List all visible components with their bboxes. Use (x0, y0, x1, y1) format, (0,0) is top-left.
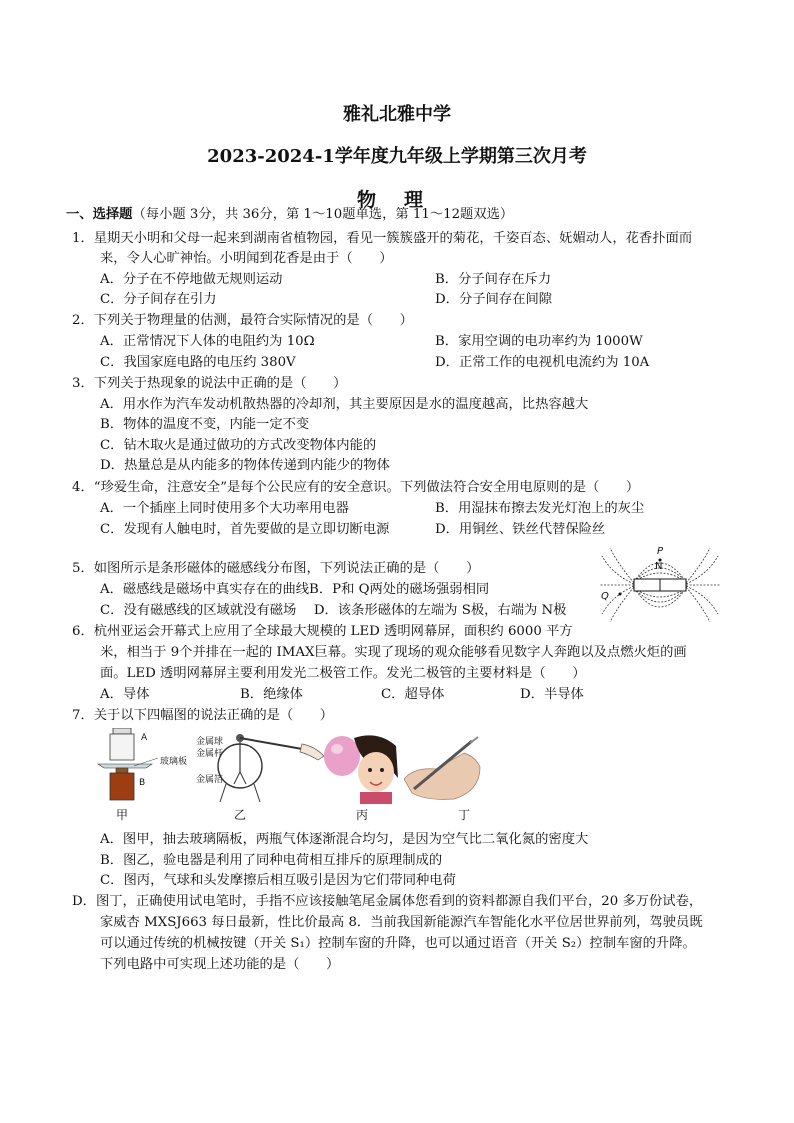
q3-option-d: D．热量总是从内能多的物体传递到内能少的物体 (100, 458, 390, 473)
fig-jia-label-b: B (139, 778, 146, 788)
q6-stem-line3: 面。LED 透明网幕屏主要利用发光二极管工作。发光二极管的主要材料是（ ） (100, 666, 586, 681)
q1-option-a: A．分子在不停地做无规则运动 (100, 272, 283, 287)
q3-option-a: A．用水作为汽车发动机散热器的冷却剂，其主要原因是水的温度越高，比热容越大 (100, 397, 589, 412)
exam-title: 2023-2024-1学年度九年级上学期第三次月考 (207, 146, 587, 167)
school-name: 雅礼北雅中学 (343, 104, 451, 125)
girl-face (358, 752, 394, 792)
q8-stem-line3: 下列电路中可实现上述功能的是（ ） (100, 957, 340, 972)
fig-jia-label-a: A (141, 733, 148, 743)
q6-option-a: A．导体 (100, 687, 150, 702)
q1-stem-line1: 1．星期天小明和父母一起来到湖南省植物园，看见一簇簇盛开的菊花，千姿百态、妩媚动人，花香扑面而 (72, 231, 693, 246)
q6-stem-line2: 米，相当于 9个并排在一起的 IMAX巨幕。实现了现场的观众能够看见数字人奔跑以及点燃火炬的画 (100, 645, 687, 660)
fig-yi-label-foil: 金属箔 (196, 775, 224, 785)
q5-option-ab: A．磁感线是磁场中真实存在的曲线B．P和 Q两处的磁场强弱相同 (100, 582, 490, 597)
label-q: Q (601, 591, 609, 602)
q5-stem: 5．如图所示是条形磁体的磁感线分布图，下列说法正确的是（ ） (72, 561, 480, 576)
q7-option-a: A．图甲，抽去玻璃隔板，两瓶气体逐渐混合均匀，是因为空气比二氧化氮的密度大 (100, 832, 589, 847)
q1-stem-line2: 来，令人心旷神怡。小明闻到花香是由于（ ） (100, 251, 393, 266)
q4-stem: 4．“珍爱生命，注意安全”是每个公民应有的安全意识。下列做法符合安全用电原则的是（ ） (72, 480, 640, 495)
caption-bing: 丙 (356, 808, 369, 822)
glass-plate (98, 764, 152, 768)
section-heading (66, 207, 513, 223)
q4-option-a: A．一个插座上同时使用多个大功率用电器 (100, 501, 349, 516)
fig-jia-label-glass: 玻璃板 (160, 757, 188, 767)
section-title: 一、选择题 (66, 207, 133, 222)
q2-option-a: A．正常情况下人体的电阻约为 10Ω (100, 334, 315, 349)
point-q (619, 593, 622, 596)
q2-stem: 2．下列关于物理量的估测，最符合实际情况的是（ ） (72, 313, 413, 328)
q6-option-b: B．绝缘体 (240, 687, 303, 702)
q2-option-c: C．我国家庭电路的电压约 380V (100, 355, 296, 370)
caption-yi: 乙 (234, 808, 247, 822)
section-rule: （每小题 3分，共 36分，第 1～10题单选，第 11～12题双选） (132, 207, 514, 222)
q4-option-d: D．用铜丝、铁丝代替保险丝 (435, 522, 606, 537)
q8-stem-line1: 家威杏 MXSJ663 每日最新，性比价最高 8．当前我国新能源汽车智能化水平位居世界前列，驾驶员既 (100, 915, 703, 930)
q2-option-b: B．家用空调的电功率约为 1000W (435, 334, 643, 349)
q4-option-c: C．发现有人触电时，首先要做的是立即切断电源 (100, 522, 390, 537)
figure-ding-test-pen (404, 733, 482, 803)
q3-stem: 3．下列关于热现象的说法中正确的是（ ） (72, 376, 347, 391)
bottle-a (110, 734, 134, 760)
q1-option-d: D．分子间存在间隙 (435, 292, 553, 307)
caption-ding: 丁 (458, 808, 471, 822)
q6-option-d: D．半导体 (520, 687, 584, 702)
hand-holding-pen (404, 753, 480, 799)
q7-option-c: C．图丙，气球和头发摩擦后相互吸引是因为它们带同种电荷 (100, 873, 456, 888)
q3-option-b: B．物体的温度不变，内能一定不变 (100, 417, 310, 432)
q1-option-c: C．分子间存在引力 (100, 292, 217, 307)
q7-option-b: B．图乙，验电器是利用了同种电荷相互排斥的原理制成的 (100, 853, 443, 868)
label-n: N (655, 561, 663, 572)
bottle-b (110, 773, 134, 800)
q6-option-c: C．超导体 (381, 687, 445, 702)
q4-option-b: B．用湿抹布擦去发光灯泡上的灰尘 (435, 501, 645, 516)
fig-yi-label-rod: 金属杆 (196, 749, 224, 759)
caption-jia: 甲 (116, 808, 129, 822)
metal-foil (234, 772, 246, 784)
label-p: P (657, 546, 664, 557)
q5-option-cd: C．没有磁感线的区域就没有磁场 D．该条形磁体的左端为 S极，右端为 N极 (100, 603, 567, 618)
q3-option-c: C．钻木取火是通过做功的方式改变物体内能的 (100, 438, 377, 453)
q7-stem: 7．关于以下四幅图的说法正确的是（ ） (72, 708, 334, 723)
q6-stem-line1: 6．杭州亚运会开幕式上应用了全球最大规模的 LED 透明网幕屏，面积约 6000 平方 (72, 624, 573, 639)
figure-bing-balloon-girl (320, 732, 400, 804)
q2-option-d: D．正常工作的电视机电流约为 10A (435, 355, 650, 370)
q8-stem-line2: 可以通过传统的机械按键（开关 S₁）控制车窗的升降，也可以通过语音（开关 S₂）控制车窗的升降。 (100, 936, 696, 951)
fig-yi-label-ball: 金属球 (196, 737, 224, 747)
balloon (324, 736, 360, 776)
q7-option-d: D．图丁，正确使用试电笔时，手指不应该接触笔尾金属体您看到的资料都源自我们平台，20 多万份试卷， (72, 894, 703, 909)
subject-title: 物理 (356, 189, 451, 211)
q1-option-b: B．分子间存在斥力 (435, 272, 552, 287)
charged-rod (240, 738, 308, 750)
